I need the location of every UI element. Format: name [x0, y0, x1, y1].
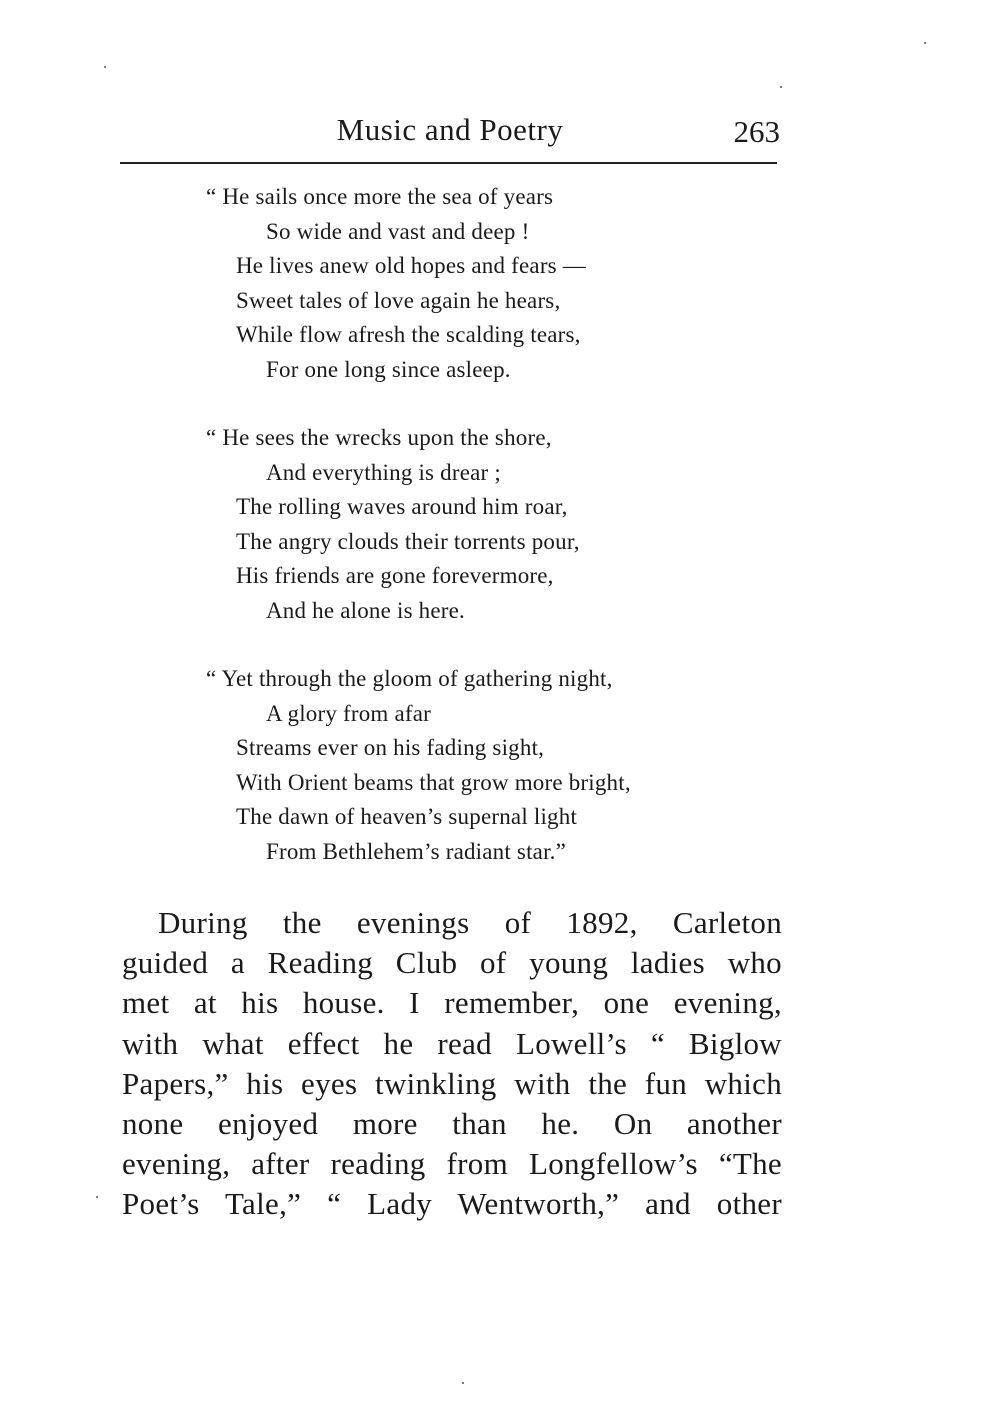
poem-line: From Bethlehem’s radiant star.” [266, 838, 567, 864]
poem-line: A glory from afar [266, 700, 431, 726]
poem-line: “ He sees the wrecks upon the shore, [206, 425, 552, 450]
prose-line: with what effect he read Lowell’s “ Biglow [122, 1025, 782, 1061]
poem-line: The rolling waves around him roar, [236, 494, 568, 519]
prose-line: Papers,” his eyes twinkling with the fun which [122, 1065, 782, 1101]
prose-line: none enjoyed more than he. On another [122, 1105, 782, 1141]
prose-line: guided a Reading Club of young ladies who [122, 945, 782, 981]
page-number: 263 [733, 114, 780, 149]
poem-line: And he alone is here. [266, 597, 465, 623]
poem-line: His friends are gone forevermore, [236, 563, 554, 588]
poem-stanza-3 [206, 662, 786, 869]
poem-line: While flow afresh the scalding tears, [236, 322, 581, 347]
poem-line: “ Yet through the gloom of gathering night, [206, 666, 613, 691]
poem-line: And everything is drear ; [266, 459, 501, 485]
prose-line: Poet’s Tale,” “ Lady Wentworth,” and other [122, 1186, 782, 1222]
header-rule [120, 162, 777, 164]
poem-line: “ He sails once more the sea of years [206, 184, 554, 209]
print-speck [104, 66, 106, 68]
poem-line: With Orient beams that grow more bright, [236, 769, 631, 795]
poem-stanza-2 [206, 421, 786, 628]
poem-line: Streams ever on his fading sight, [236, 735, 545, 760]
poem-line: He lives anew old hopes and fears — [236, 253, 586, 278]
running-title: Music and Poetry [336, 112, 564, 147]
print-speck [924, 42, 926, 44]
poem-line: The dawn of heaven’s supernal light [236, 804, 578, 829]
poem-line: For one long since asleep. [266, 356, 511, 382]
running-head [120, 112, 780, 158]
poem-stanza-1 [206, 180, 786, 387]
print-speck [96, 1196, 98, 1198]
poem [206, 180, 786, 903]
poem-line: Sweet tales of love again he hears, [236, 287, 561, 313]
prose-line: evening, after reading from Longfellow’s “The [122, 1146, 782, 1182]
prose-line: During the evenings of 1892, Carleton [158, 905, 782, 940]
poem-line: The angry clouds their torrents pour, [236, 528, 580, 554]
prose-line: met at his house. I remember, one evening, [122, 985, 782, 1021]
print-speck [462, 1382, 464, 1384]
prose-paragraph [122, 903, 782, 1225]
print-speck [780, 86, 782, 88]
poem-line: So wide and vast and deep ! [266, 218, 530, 244]
